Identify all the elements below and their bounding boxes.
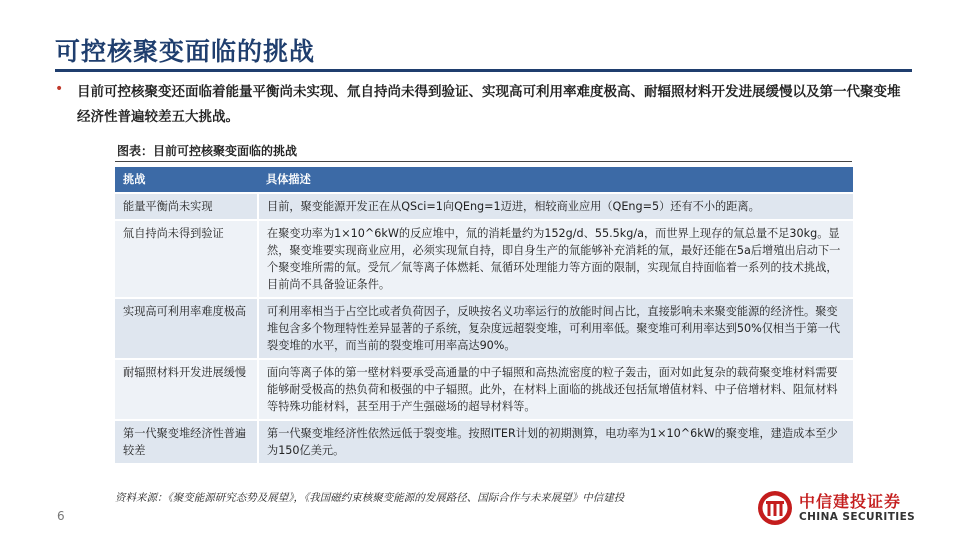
table-header-row — [115, 167, 853, 193]
logo-chinese-name: 中信建投证券 — [799, 492, 902, 511]
summary-bullet: 目前可控核聚变还面临着能量平衡尚未实现、氚自持尚未得到验证、实现高可利用率难度极高、耐辐照材料开发进展缓慢以及第一代聚变堆经济性普遍较差五大挑战。 — [77, 84, 901, 125]
column-header-challenge: 挑战 — [115, 167, 258, 193]
source-note: 资料来源：《聚变能源研究态势及展望》，《我国磁约束核聚变能源的发展路径、国际合作与未来展望》中信建投 — [115, 492, 625, 504]
challenge-description: 第一代聚变堆经济性依然远低于裂变堆。按照ITER计划的初期测算，电功率为1×10^6kW的聚变堆，建造成本至少为150亿美元。 — [258, 420, 853, 463]
table-row — [115, 298, 853, 359]
table-row — [115, 420, 853, 463]
challenge-description: 可利用率相当于占空比或者负荷因子，反映按名义功率运行的放能时间占比，直接影响未来聚变能源的经济性。聚变堆包含多个物理特性差异显著的子系统，复杂度远超裂变堆，可利用率低。聚变堆可利用率达到50%仅相当于第一代裂变堆的水平，而当前的裂变堆可用率高达90%。 — [258, 298, 853, 359]
challenge-label: 氚自持尚未得到验证 — [115, 220, 258, 298]
china-securities-logo-icon — [757, 490, 793, 526]
column-header-description: 具体描述 — [258, 167, 853, 193]
company-logo — [757, 488, 917, 528]
caption-divider — [115, 161, 852, 162]
challenges-table — [115, 167, 853, 463]
table-row — [115, 359, 853, 420]
table-caption: 图表：目前可控核聚变面临的挑战 — [117, 144, 298, 158]
table-row — [115, 220, 853, 298]
title-divider — [55, 69, 912, 72]
bullet-icon: • — [55, 81, 64, 97]
challenge-description: 目前，聚变能源开发正在从QSci=1向QEng=1迈进，相较商业应用（QEng=5）还有不小的距离。 — [258, 193, 853, 220]
challenge-label: 耐辐照材料开发进展缓慢 — [115, 359, 258, 420]
logo-english-name: CHINA SECURITIES — [799, 511, 916, 523]
page-number: 6 — [57, 509, 65, 523]
challenge-description: 面向等离子体的第一壁材料要承受高通量的中子辐照和高热流密度的粒子轰击，面对如此复杂的载荷聚变堆材料需要能够耐受极高的热负荷和极强的中子辐照。此外，在材料上面临的挑战还包括氚增值材料、中子倍增材料、阻氚材料等特殊功能材料，甚至用于产生强磁场的超导材料等。 — [258, 359, 853, 420]
challenge-label: 能量平衡尚未实现 — [115, 193, 258, 220]
challenge-description: 在聚变功率为1×10^6kW的反应堆中，氚的消耗量约为152g/d、55.5kg/a，而世界上现存的氚总量不足30kg。显然，聚变堆要实现商业应用，必须实现氚自持，即自身生产的氚能够补充消耗的氚，最好还能在5a后增殖出启动下一个聚变堆所需的氚。受氘／氚等离子体燃耗、氚循环处理能力等方面的限制，实现氚自持面临着一系列的技术挑战，目前尚不具备验证条件。 — [258, 220, 853, 298]
challenge-label: 实现高可利用率难度极高 — [115, 298, 258, 359]
table-row — [115, 193, 853, 220]
page-title: 可控核聚变面临的挑战 — [55, 37, 316, 66]
challenge-label: 第一代聚变堆经济性普遍较差 — [115, 420, 258, 463]
